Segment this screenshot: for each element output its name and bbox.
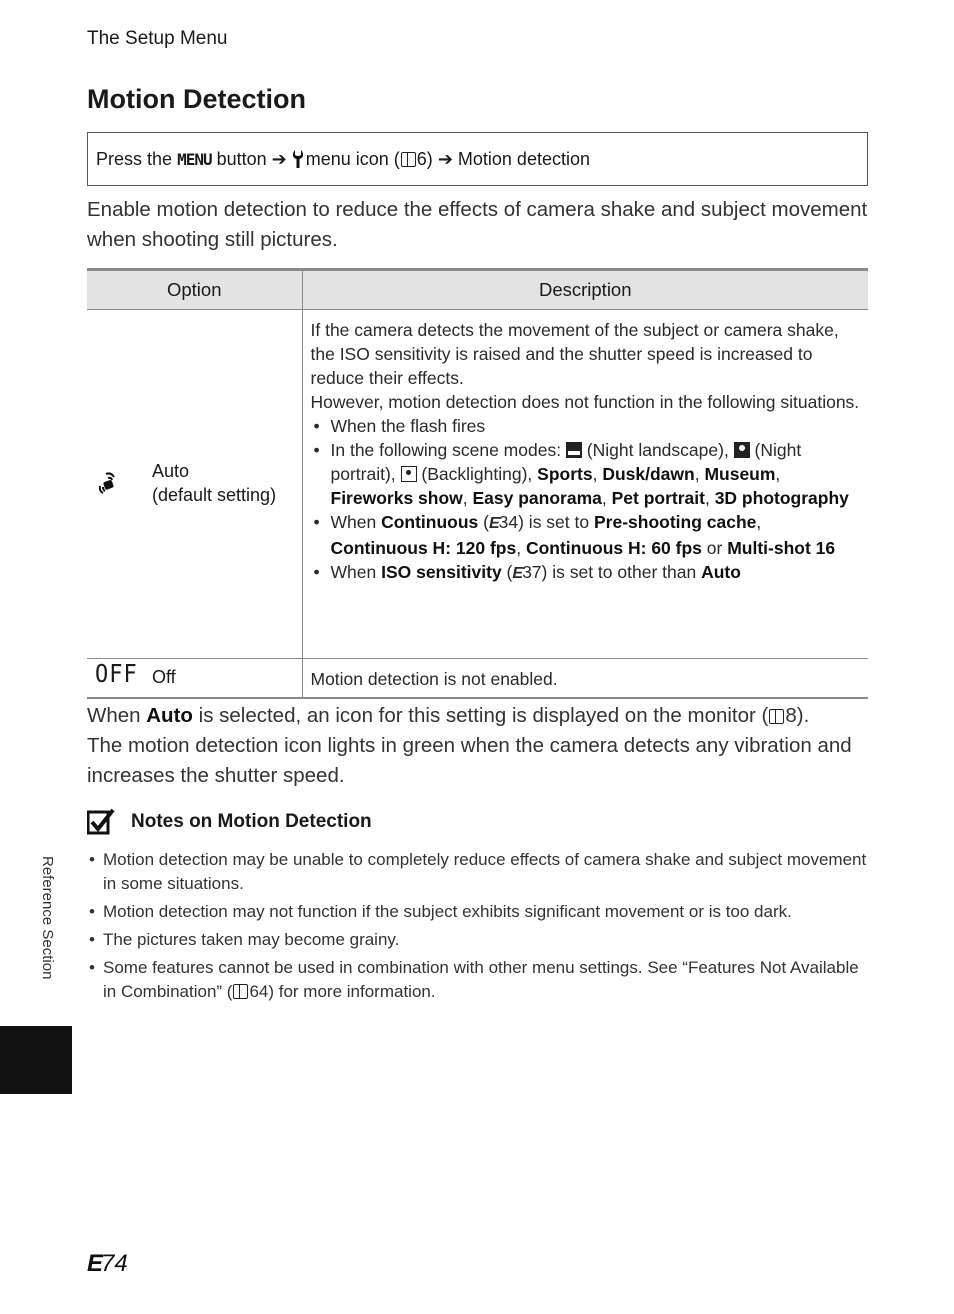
scene-panorama: Easy panorama [472, 488, 602, 508]
nav-button-word: button [216, 148, 267, 169]
reference-icon: E [87, 1250, 102, 1277]
text: , [704, 488, 715, 508]
book-icon [233, 984, 248, 999]
checkmark-note-icon [87, 808, 115, 836]
text: (Night portrait), [330, 440, 802, 484]
night-landscape-icon [566, 442, 582, 458]
table-header-row [87, 270, 868, 310]
menu-button-icon: MENU [177, 149, 212, 169]
list-item [87, 956, 868, 1004]
text: (Backlighting), [416, 464, 538, 484]
text: 34) is set to [498, 512, 594, 532]
auto-exceptions-list [311, 414, 863, 586]
motion-detection-icon [97, 472, 119, 496]
side-tab-marker [0, 1026, 72, 1094]
option-label-auto-line2: (default setting) [152, 485, 277, 505]
nav-destination: Motion detection [457, 148, 590, 169]
text: , [775, 464, 781, 484]
notes-heading [87, 808, 372, 836]
after-table-paragraph [87, 701, 868, 791]
setting-auto: Auto [701, 562, 741, 582]
side-label-text: Reference Section [39, 856, 56, 980]
setting-iso: ISO sensitivity [381, 562, 502, 582]
setting-preshoot: Pre-shooting cache [593, 512, 757, 532]
menu-path-box [87, 132, 868, 186]
option-label-off: Off [152, 667, 176, 687]
text: , [601, 488, 612, 508]
text: 64) for more information. [249, 982, 436, 1001]
text: 37) is set to other than [522, 562, 702, 582]
setting-multishot: Multi-shot 16 [727, 538, 836, 558]
option-cell-auto [87, 310, 302, 659]
list-item: • The pictures taken may become grainy. [87, 928, 868, 952]
list-item: • Motion detection may be unable to completely reduce effects of camera shake and subject movement in some situations. [87, 848, 868, 896]
description-cell-off: Motion detection is not enabled. [302, 659, 868, 699]
backlighting-icon [401, 466, 417, 482]
wrench-icon [293, 150, 303, 168]
list-item [311, 438, 863, 510]
running-header: The Setup Menu [87, 28, 228, 49]
page-number [87, 1250, 128, 1278]
page-number-value: 74 [101, 1250, 128, 1277]
table-row-auto [87, 310, 868, 659]
scene-3d: 3D photography [714, 488, 849, 508]
scene-fireworks: Fireworks show [330, 488, 463, 508]
description-cell-auto [302, 310, 868, 659]
text: or [701, 538, 728, 558]
text: , [592, 464, 603, 484]
text: Some features cannot be used in combination with other menu settings. See “Features Not Available in Combination” ( [103, 958, 859, 1001]
scene-dusk: Dusk/dawn [602, 464, 695, 484]
option-label-auto [152, 459, 276, 507]
text: ( [501, 562, 513, 582]
intro-paragraph: Enable motion detection to reduce the effects of camera shake and subject movement when shooting still pictures. [87, 198, 868, 251]
list-item [311, 560, 863, 586]
text: The motion detection icon lights in green when the camera detects any vibration and increases the shutter speed. [87, 734, 852, 787]
side-section-label [36, 856, 58, 1006]
text: (Night landscape), [581, 440, 734, 460]
text: , [694, 464, 705, 484]
auto-desc-p1: If the camera detects the movement of the subject or camera shake, the ISO sensitivity is raised and the shutter speed is increased to reduce their effects. [310, 320, 839, 388]
text: , [516, 538, 526, 558]
book-icon [401, 152, 416, 167]
setting-auto: Auto [146, 704, 193, 727]
arrow-right-icon: ➔ [271, 148, 287, 169]
option-label-auto-line1: Auto [152, 461, 190, 481]
text: ( [478, 512, 489, 532]
text: , [756, 512, 762, 532]
page-title: Motion Detection [87, 84, 306, 114]
scene-sports: Sports [537, 464, 593, 484]
night-portrait-icon [734, 442, 750, 458]
arrow-right-icon: ➔ [437, 148, 453, 169]
option-cell-off [87, 659, 302, 699]
scene-pet: Pet portrait [611, 488, 705, 508]
scene-museum: Museum [704, 464, 776, 484]
header-option: Option [87, 270, 302, 310]
setting-ch60: Continuous H: 60 fps [525, 538, 702, 558]
text: When [330, 512, 382, 532]
text: 8). [785, 704, 810, 727]
list-item [311, 510, 863, 560]
table-row-off [87, 659, 868, 699]
text: , [462, 488, 473, 508]
notes-title: Notes on Motion Detection [131, 811, 372, 832]
nav-press-text: Press the [96, 148, 173, 169]
nav-page-ref: 6) [416, 148, 433, 169]
list-item: • Motion detection may not function if the subject exhibits significant movement or is too dark. [87, 900, 868, 924]
auto-desc-p2: However, motion detection does not function in the following situations. [310, 392, 860, 412]
off-icon: OFF [95, 660, 138, 689]
text: When [87, 704, 147, 727]
list-item: • When the flash fires [311, 414, 863, 438]
setting-ch120: Continuous H: 120 fps [330, 538, 517, 558]
setting-continuous: Continuous [381, 512, 479, 532]
options-table [87, 268, 868, 699]
text: is selected, an icon for this setting is displayed on the monitor ( [192, 704, 769, 727]
text: In the following scene modes: [330, 440, 566, 460]
header-description: Description [302, 270, 868, 310]
reference-icon: E [488, 515, 499, 532]
book-icon [769, 709, 784, 724]
text: When [330, 562, 382, 582]
nav-menu-icon-text: menu icon ( [305, 148, 400, 169]
reference-icon: E [512, 565, 523, 582]
notes-list [87, 848, 868, 1008]
